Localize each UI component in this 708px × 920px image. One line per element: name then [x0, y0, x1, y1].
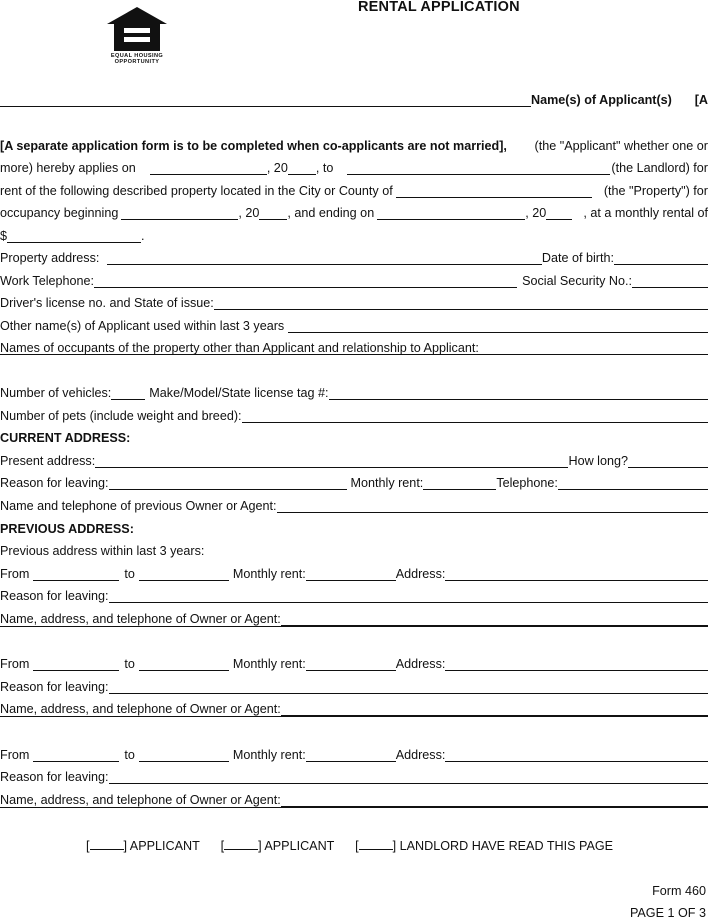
current-monthly-rent-label: Monthly rent:	[350, 476, 424, 490]
twenty-a: , 20	[266, 161, 288, 175]
begin-year-field[interactable]	[259, 208, 287, 220]
present-address-label: Present address:	[0, 454, 96, 468]
prev2-reason-label: Reason for leaving:	[0, 680, 109, 694]
ending-date-field[interactable]	[377, 208, 525, 220]
row-separate-note	[0, 135, 708, 153]
landlord-initials-field[interactable]	[359, 838, 393, 850]
occupants-extra-line[interactable]	[0, 354, 708, 355]
prev1-owner-label: Name, address, and telephone of Owner or Agent:	[0, 612, 281, 626]
applicant-names-field[interactable]	[0, 95, 531, 107]
pets-label: Number of pets (include weight and breed):	[0, 409, 242, 423]
row-prev1-owner	[0, 608, 708, 626]
row-current-heading	[0, 427, 708, 445]
prev1-reason-field[interactable]	[109, 591, 708, 603]
prev2-address-field[interactable]	[445, 659, 708, 671]
row-rent-of	[0, 180, 708, 198]
occupancy-begin-field[interactable]	[121, 208, 238, 220]
prev2-from-field[interactable]	[33, 659, 119, 671]
prev2-monthly-rent-field[interactable]	[306, 659, 396, 671]
prev3-address-field[interactable]	[445, 750, 708, 762]
row-previous-heading	[0, 518, 708, 536]
prev1-from-label: From	[0, 567, 30, 581]
page-number: PAGE 1 OF 3	[629, 906, 706, 920]
prev3-to-label: to	[124, 748, 135, 762]
work-telephone-label: Work Telephone:	[0, 274, 95, 288]
landlord-field[interactable]	[347, 163, 610, 175]
landlord-label: ] LANDLORD HAVE READ THIS PAGE	[392, 839, 614, 853]
applicant-2-initials-field[interactable]	[224, 838, 258, 850]
row-dollar	[0, 225, 708, 243]
applicant-whether: (the "Applicant" whether one or	[534, 139, 708, 153]
prev-owner-label: Name and telephone of previous Owner or Agent:	[0, 499, 277, 513]
current-reason-label: Reason for leaving:	[0, 476, 109, 490]
applies-on-date-field[interactable]	[150, 163, 267, 175]
row-previous-within	[0, 540, 708, 558]
row-prev1-reason	[0, 585, 708, 603]
twenty-c: , 20	[525, 206, 547, 220]
dob-label: Date of birth:	[541, 251, 614, 265]
prev2-to-label: to	[124, 657, 135, 671]
period: .	[141, 229, 145, 243]
prev1-address-label: Address:	[395, 567, 446, 581]
applicant-1-initials-field[interactable]	[90, 838, 124, 850]
occupancy-label: occupancy beginning	[0, 206, 119, 220]
prev1-from-field[interactable]	[33, 569, 119, 581]
vehicles-field[interactable]	[111, 388, 145, 400]
ack-bracket-3: [	[355, 839, 359, 853]
prev2-monthly-rent-label: Monthly rent:	[232, 657, 306, 671]
current-telephone-label: Telephone:	[496, 476, 558, 490]
row-other-names	[0, 315, 708, 333]
more-hereby: more) hereby applies on	[0, 161, 136, 175]
row-property-address	[0, 247, 708, 265]
row-vehicles	[0, 382, 708, 400]
work-telephone-field[interactable]	[94, 276, 517, 288]
drivers-license-label: Driver's license no. and State of issue:	[0, 296, 214, 310]
row-occupancy	[0, 202, 708, 220]
row-current-reason	[0, 472, 708, 490]
ending-year-field[interactable]	[546, 208, 572, 220]
row-drivers-license	[0, 292, 708, 310]
row-occupants	[0, 337, 708, 355]
equal-housing-logo	[106, 6, 168, 66]
property-address-label: Property address:	[0, 251, 100, 265]
prev3-monthly-rent-label: Monthly rent:	[232, 748, 306, 762]
prev1-owner-field[interactable]	[281, 614, 708, 626]
prev3-from-field[interactable]	[33, 750, 119, 762]
applies-year-field[interactable]	[288, 163, 316, 175]
prev3-monthly-rent-field[interactable]	[306, 750, 396, 762]
prev1-reason-label: Reason for leaving:	[0, 589, 109, 603]
prev3-owner-label: Name, address, and telephone of Owner or Agent:	[0, 793, 281, 807]
prev1-extra-line[interactable]	[0, 626, 708, 627]
applicant-1-label: ] APPLICANT	[123, 839, 200, 853]
logo-caption: EQUAL HOUSING OPPORTUNITY	[110, 53, 164, 66]
prev1-to-label: to	[124, 567, 135, 581]
row-applicant-names	[0, 89, 708, 107]
prev1-to-field[interactable]	[139, 569, 229, 581]
twenty-b: , 20	[238, 206, 260, 220]
prev1-monthly-rent-label: Monthly rent:	[232, 567, 306, 581]
vehicles-label: Number of vehicles:	[0, 386, 112, 400]
row-prev3-owner	[0, 789, 708, 807]
current-reason-field[interactable]	[109, 478, 347, 490]
ssn-label: Social Security No.:	[522, 274, 632, 288]
row-prev2-reason	[0, 676, 708, 694]
row-prev2-from	[0, 653, 708, 671]
row-work-telephone	[0, 270, 708, 288]
occupants-label: Names of occupants of the property other than Applicant and relationship to Applicant:	[0, 341, 479, 355]
row-applies-on	[0, 157, 708, 175]
separate-note: [A separate application form is to be completed when co-applicants are not married],	[0, 139, 507, 153]
names-label: Name(s) of Applicant(s)	[531, 93, 672, 107]
make-model-field[interactable]	[329, 388, 708, 400]
prev3-to-field[interactable]	[139, 750, 229, 762]
the-landlord: (the Landlord) for	[611, 161, 708, 175]
prev2-address-label: Address:	[395, 657, 446, 671]
previous-address-heading: PREVIOUS ADDRESS:	[0, 522, 134, 536]
row-pets	[0, 405, 708, 423]
make-model-label: Make/Model/State license tag #:	[149, 386, 329, 400]
row-present-address	[0, 450, 708, 468]
row-prev-owner	[0, 495, 708, 513]
prev3-extra-line[interactable]	[0, 807, 708, 808]
prev2-extra-line[interactable]	[0, 716, 708, 717]
form-number: Form 460	[652, 884, 706, 898]
drivers-license-field[interactable]	[214, 298, 708, 310]
ack-bracket-2: [	[220, 839, 225, 853]
prev3-reason-field[interactable]	[109, 772, 708, 784]
ack-bracket-1: [	[86, 839, 90, 853]
previous-within-label: Previous address within last 3 years:	[0, 544, 205, 558]
property-address-field[interactable]	[107, 253, 541, 265]
prev2-to-field[interactable]	[139, 659, 229, 671]
prev3-from-label: From	[0, 748, 30, 762]
current-address-heading: CURRENT ADDRESS:	[0, 431, 131, 445]
other-names-field[interactable]	[288, 321, 708, 333]
monthly-rental: , at a monthly rental of	[583, 206, 708, 220]
prev1-monthly-rent-field[interactable]	[306, 569, 396, 581]
row-prev3-reason	[0, 766, 708, 784]
the-property: (the "Property") for	[603, 184, 708, 198]
dollar-sign: $	[0, 229, 8, 243]
prev2-reason-field[interactable]	[109, 682, 708, 694]
current-telephone-field[interactable]	[558, 478, 708, 490]
how-long-field[interactable]	[628, 456, 708, 468]
prev2-owner-label: Name, address, and telephone of Owner or Agent:	[0, 702, 281, 716]
current-monthly-rent-field[interactable]	[423, 478, 496, 490]
prev2-from-label: From	[0, 657, 30, 671]
page-title: RENTAL APPLICATION	[358, 0, 520, 15]
and-ending: , and ending on	[287, 206, 375, 220]
rent-of-label: rent of the following described property located in the City or County of	[0, 184, 393, 198]
row-prev2-owner	[0, 698, 708, 716]
row-prev1-from	[0, 563, 708, 581]
prev-owner-field[interactable]	[277, 501, 708, 513]
to-label: , to	[315, 161, 334, 175]
acknowledgement-row	[86, 838, 613, 853]
other-names-label: Other name(s) of Applicant used within last 3 years	[0, 319, 285, 333]
monthly-rental-field[interactable]	[7, 231, 141, 243]
city-county-field[interactable]	[396, 186, 592, 198]
applicant-2-label: ] APPLICANT	[258, 839, 335, 853]
prev3-owner-field[interactable]	[281, 795, 708, 807]
prev1-address-field[interactable]	[445, 569, 708, 581]
dob-field[interactable]	[614, 253, 708, 265]
ssn-field[interactable]	[632, 276, 708, 288]
equal-housing-icon	[106, 6, 168, 52]
how-long-label: How long?	[568, 454, 628, 468]
bracket-a: [A	[694, 93, 708, 107]
row-prev3-from	[0, 744, 708, 762]
prev2-owner-field[interactable]	[281, 704, 708, 716]
prev3-reason-label: Reason for leaving:	[0, 770, 109, 784]
pets-field[interactable]	[242, 411, 708, 423]
present-address-field[interactable]	[95, 456, 568, 468]
prev3-address-label: Address:	[395, 748, 446, 762]
